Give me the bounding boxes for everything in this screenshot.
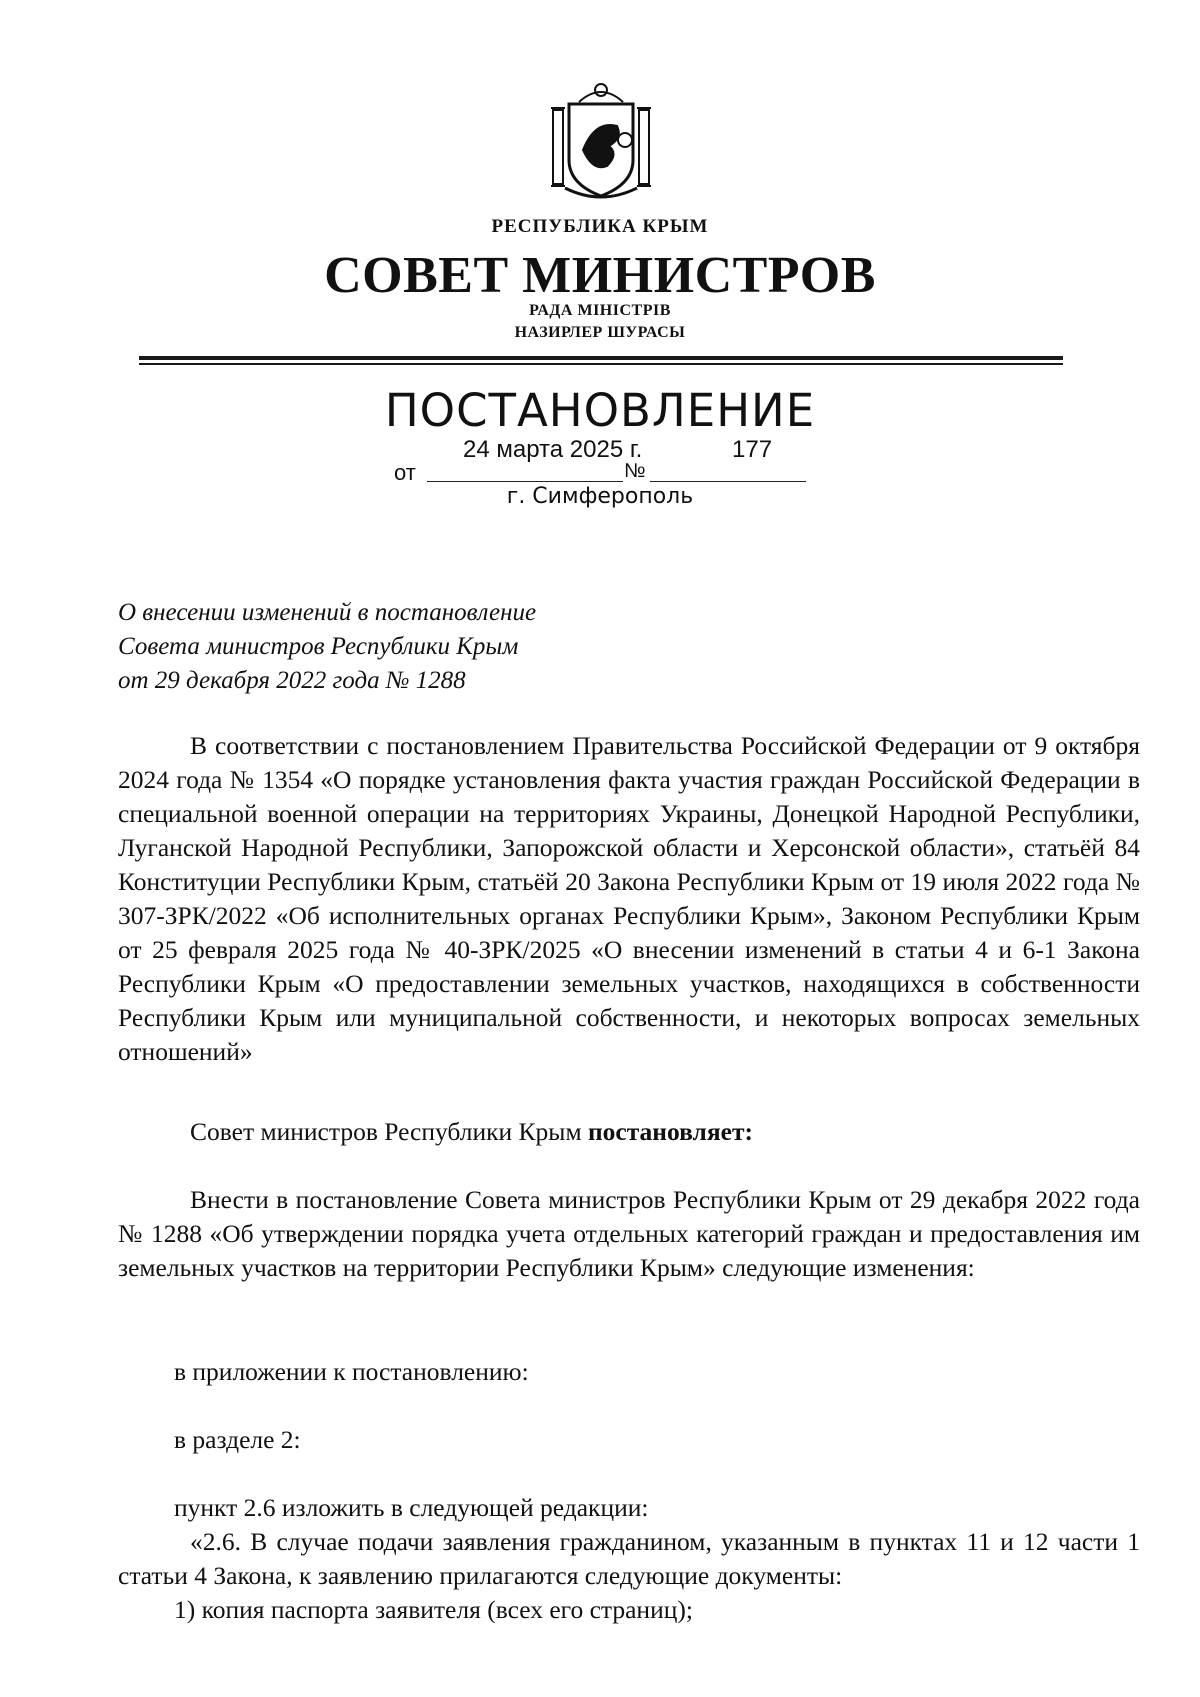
document-city: г. Симферополь: [506, 484, 694, 509]
council-title-crimean-tatar: НАЗИРЛЕР ШУРАСЫ: [514, 324, 686, 341]
document-number: 177: [732, 436, 773, 463]
section-line: в разделе 2:: [174, 1425, 301, 1454]
republic-title: РЕСПУБЛИКА КРЫМ: [491, 216, 709, 237]
coat-of-arms-emblem: [549, 80, 653, 208]
appendix-line: в приложении к постановлению:: [174, 1357, 529, 1386]
header-divider-thin: [139, 363, 1063, 365]
amendment-paragraph: Внести в постановление Совета министров Республики Крым от 29 декабря 2022 года № 1288 «Об утверждении порядка учета отдельных категорий граждан и предоставления им земельных участков на территории Республики Крым» следующие изменения:: [118, 1185, 1140, 1282]
council-title-ukrainian: РАДА МІНІСТРІВ: [529, 302, 671, 319]
subject-line: от 29 декабря 2022 года № 1288: [118, 667, 466, 694]
council-title: СОВЕТ МИНИСТРОВ: [324, 247, 876, 304]
preamble-paragraph: В соответствии с постановлением Правительства Российской Федерации от 9 октября 2024 года № 1354 «О порядке установления факта участия граждан Российской Федерации в специальной военной операции на территориях Украины, Донецкой Народной Республики, Луганской Народной Республики, Запорожской области и Херсонской области», статьёй 84 Конституции Республики Крым, статьёй 20 Закона Республики Крым от 19 июля 2022 года № 307-ЗРК/2022 «Об исполнительных органах Республики Крым», Законом Республики Крым от 25 февраля 2025 года № 40-ЗРК/2025 «О внесении изменений в статьи 4 и 6-1 Закона Республики Крым «О предоставлении земельных участков, находящихся в собственности Республики Крым или муниципальной собственности, и некоторых вопросах земельных отношений»: [118, 731, 1140, 1066]
list-item: 1) копия паспорта заявителя (всех его страниц);: [174, 1595, 693, 1624]
number-underline: [650, 481, 806, 482]
header-divider-thick: [139, 356, 1063, 360]
subject-line: О внесении изменений в постановление: [118, 599, 537, 626]
resolve-keyword: постановляет:: [587, 1117, 753, 1146]
number-sign-label: №: [624, 460, 646, 482]
date-prefix-label: от: [394, 460, 416, 485]
document-type-title: ПОСТАНОВЛЕНИЕ: [384, 384, 816, 437]
subject-line: Совета министров Республики Крым: [118, 633, 519, 660]
document-subject: [118, 596, 818, 698]
clause-paragraph: «2.6. В случае подачи заявления гражданином, указанным в пунктах 11 и 12 части 1 статьи 4 Закона, к заявлению прилагаются следующие документы:: [118, 1527, 1140, 1590]
resolve-paragraph: [118, 1115, 1140, 1149]
date-underline: [427, 481, 623, 482]
resolve-text: Совет министров Республики Крым: [190, 1117, 582, 1146]
document-date: 24 марта 2025 г.: [463, 436, 643, 463]
point-line: пункт 2.6 изложить в следующей редакции:: [174, 1493, 649, 1522]
